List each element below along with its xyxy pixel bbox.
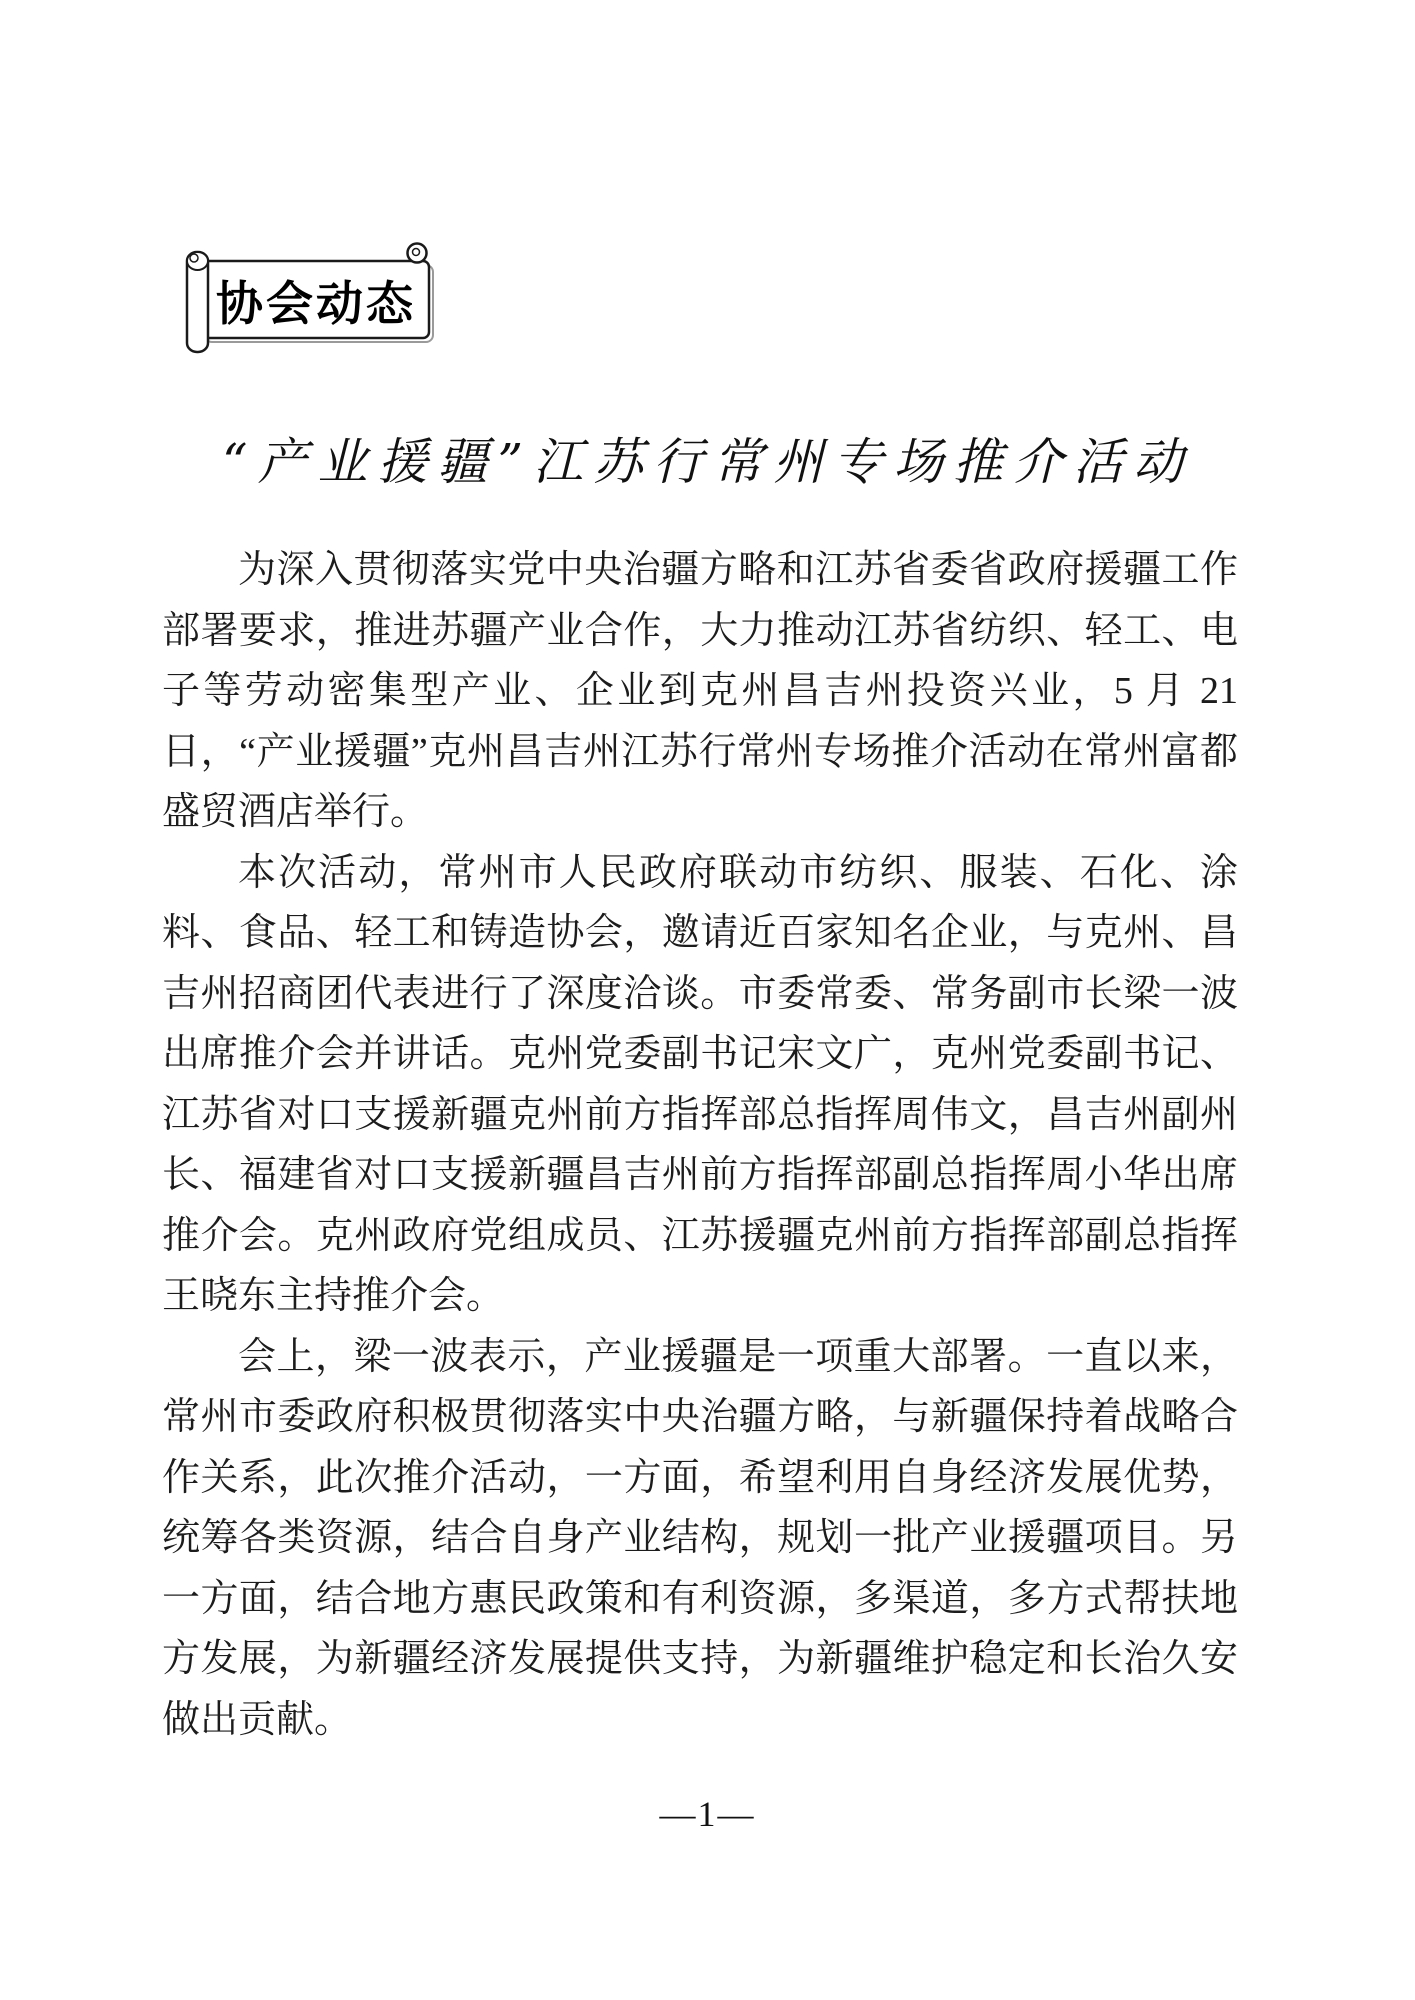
paragraph: 本次活动，常州市人民政府联动市纺织、服装、石化、涂料、食品、轻工和铸造协会，邀请近百家知名企业，与克州、昌吉州招商团代表进行了深度洽谈。市委常委、常务副市长梁一波出席推介会并讲话。克州党委副书记宋文广，克州党委副书记、江苏省对口支援新疆克州前方指挥部总指挥周伟文，昌吉州副州长、福建省对口支援新疆昌吉州前方指挥部副总指挥周小华出席推介会。克州政府党组成员、江苏援疆克州前方指挥部副总指挥王晓东主持推介会。 [162, 851, 1238, 1317]
article-title: “产业援疆”江苏行常州专场推介活动 [221, 433, 1194, 491]
page-number: —1— [659, 1794, 756, 1834]
section-banner [145, 236, 437, 360]
paragraph: 为深入贯彻落实党中央治疆方略和江苏省委省政府援疆工作部署要求，推进苏疆产业合作，大力推动江苏省纺织、轻工、电子等劳动密集型产业、企业到克州昌吉州投资兴业，5 月 21 日，“产业援疆”克州昌吉州江苏行常州专场推介活动在常州富都盛贸酒店举行。 [162, 549, 1238, 833]
section-banner-label: 协会动态 [216, 276, 416, 330]
article-body [162, 540, 1238, 1750]
paragraph: 会上，梁一波表示，产业援疆是一项重大部署。一直以来，常州市委政府积极贯彻落实中央治疆方略，与新疆保持着战略合作关系，此次推介活动，一方面，希望利用自身经济发展优势，统筹各类资源，结合自身产业结构，规划一批产业援疆项目。另一方面，结合地方惠民政策和有利资源，多渠道，多方式帮扶地方发展，为新疆经济发展提供支持，为新疆维护稳定和长治久安做出贡献。 [162, 1335, 1238, 1741]
